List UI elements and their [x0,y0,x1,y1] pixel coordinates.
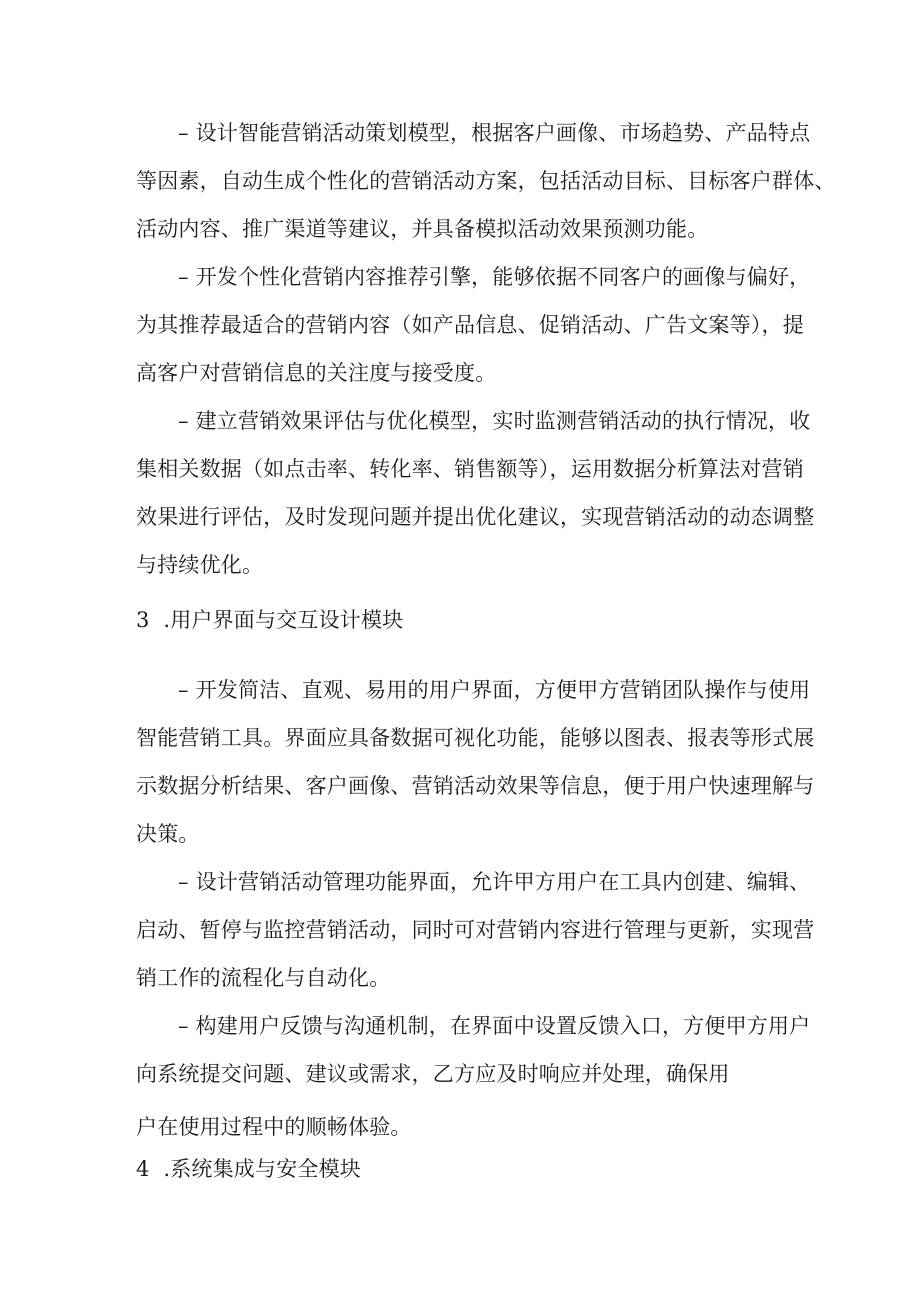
paragraph-3-line-3: 效果进行评估，及时发现问题并提出优化建议，实现营销活动的动态调整 [136,505,815,529]
section-3-paragraph-2-line-3: 销工作的流程化与自动化。 [136,966,391,990]
section-3-paragraph-1-line-4: 决策。 [136,822,200,846]
section-3-title: .用户界面与交互设计模块 [163,608,404,632]
paragraph-1-line-3: 活动内容、推广渠道等建议，并具备模拟活动效果预测功能。 [136,217,709,241]
section-4-number: 4 [136,1157,150,1181]
section-3-paragraph-2-line-1: – 设计营销活动管理功能界面，允许甲方用户在工具内创建、编辑、 [178,870,811,894]
paragraph-2-line-3: 高客户对营销信息的关注度与接受度。 [136,361,497,385]
paragraph-3-line-1: – 建立营销效果评估与优化模型，实时监测营销活动的执行情况，收 [178,409,811,433]
section-4-title: .系统集成与安全模块 [163,1157,362,1181]
section-3-paragraph-1-line-2: 智能营销工具。界面应具备数据可视化功能，能够以图表、报表等形式展 [136,726,815,750]
paragraph-1-line-1: – 设计智能营销活动策划模型，根据客户画像、市场趋势、产品特点 [178,121,811,145]
section-3-number: 3 [136,608,150,632]
paragraph-1-line-2: 等因素，自动生成个性化的营销活动方案，包括活动目标、目标客户群体、 [136,169,836,193]
section-3-paragraph-3-line-3: 户在使用过程中的顺畅体验。 [136,1115,412,1139]
paragraph-2-line-2: 为其推荐最适合的营销内容（如产品信息、促销活动、广告文案等），提 [136,313,804,337]
section-3-heading [136,607,403,633]
section-4-heading [136,1156,361,1182]
section-3-paragraph-1-line-3: 示数据分析结果、客户画像、营销活动效果等信息，便于用户快速理解与 [136,774,815,798]
section-3-paragraph-1-line-1: – 开发简洁、直观、易用的用户界面，方便甲方营销团队操作与使用 [178,678,811,702]
section-3-paragraph-3-line-2: 向系统提交问题、建议或需求，乙方应及时响应并处理，确保用 [136,1062,730,1086]
paragraph-3-line-4: 与持续优化。 [136,553,264,577]
paragraph-3-line-2: 集相关数据（如点击率、转化率、销售额等），运用数据分析算法对营销 [136,457,804,481]
paragraph-2-line-1: – 开发个性化营销内容推荐引擎，能够依据不同客户的画像与偏好， [178,265,811,289]
section-3-paragraph-2-line-2: 启动、暂停与监控营销活动，同时可对营销内容进行管理与更新，实现营 [136,918,815,942]
section-3-paragraph-3-line-1: – 构建用户反馈与沟通机制，在界面中设置反馈入口，方便甲方用户 [178,1014,811,1038]
